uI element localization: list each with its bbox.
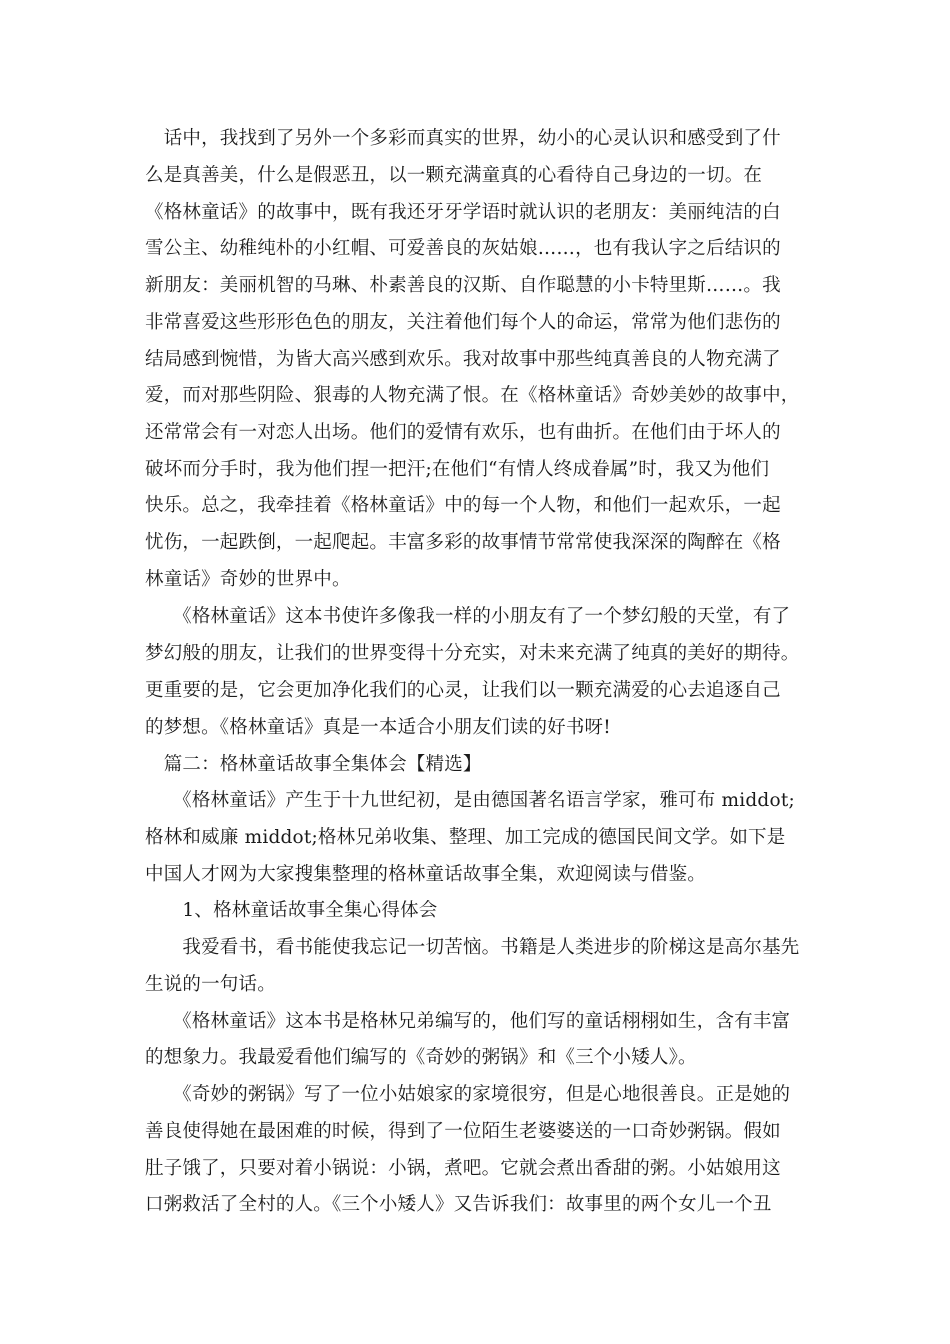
text-line: 快乐。总之，我牵挂着《格林童话》中的每一个人物，和他们一起欢乐，一起 — [145, 495, 781, 516]
text-line: 林童话》奇妙的世界中。 — [145, 569, 351, 590]
text-line: 我爱看书，看书能使我忘记一切苦恼。书籍是人类进步的阶梯这是高尔基先 — [145, 937, 800, 958]
text-line: 还常常会有一对恋人出场。他们的爱情有欢乐，也有曲折。在他们由于坏人的 — [145, 422, 781, 443]
text-line: 新朋友：美丽机智的马琳、朴素善良的汉斯、自作聪慧的小卡特里斯……。我 — [145, 275, 781, 296]
text-line: 结局感到惋惜，为皆大高兴感到欢乐。我对故事中那些纯真善良的人物充满了 — [145, 349, 781, 370]
text-line: 肚子饿了，只要对着小锅说：小锅，煮吧。它就会煮出香甜的粥。小姑娘用这 — [145, 1158, 781, 1179]
text-line: 的梦想。《格林童话》真是一本适合小朋友们读的好书呀! — [145, 717, 611, 738]
text-line: 《格林童话》这本书使许多像我一样的小朋友有了一个梦幻般的天堂，有了 — [145, 606, 791, 627]
text-line: 的想象力。我最爱看他们编写的《奇妙的粥锅》和《三个小矮人》。 — [145, 1047, 697, 1068]
text-line: 忧伤，一起跌倒，一起爬起。丰富多彩的故事情节常常使我深深的陶醉在《格 — [145, 532, 781, 553]
text-line: 雪公主、幼稚纯朴的小红帽、可爱善良的灰姑娘……，也有我认字之后结识的 — [145, 238, 781, 259]
text-line: 梦幻般的朋友，让我们的世界变得十分充实，对未来充满了纯真的美好的期待。 — [145, 643, 800, 664]
text-line: 《格林童话》这本书是格林兄弟编写的，他们写的童话栩栩如生，含有丰富 — [145, 1011, 791, 1032]
text-line: 中国人才网为大家搜集整理的格林童话故事全集，欢迎阅读与借鉴。 — [145, 864, 707, 885]
text-line: 口粥救活了全村的人。《三个小矮人》又告诉我们：故事里的两个女儿一个丑 — [145, 1194, 772, 1215]
subsection-heading: 1、格林童话故事全集心得体会 — [145, 900, 438, 921]
text-line: 爱，而对那些阴险、狠毒的人物充满了恨。在《格林童话》奇妙美妙的故事中， — [145, 385, 800, 406]
text-line: 么是真善美，什么是假恶丑，以一颗充满童真的心看待自己身边的一切。在 — [145, 165, 763, 186]
text-line: 《奇妙的粥锅》写了一位小姑娘家的家境很穷，但是心地很善良。正是她的 — [145, 1084, 791, 1105]
text-line: 《格林童话》产生于十九世纪初，是由德国著名语言学家，雅可布 middot; — [145, 790, 795, 811]
section-heading: 篇二：格林童话故事全集体会【精选】 — [145, 754, 482, 775]
text-line: 《格林童话》的故事中，既有我还牙牙学语时就认识的老朋友：美丽纯洁的白 — [145, 202, 781, 223]
text-line: 生说的一句话。 — [145, 974, 276, 995]
text-line: 非常喜爱这些形形色色的朋友，关注着他们每个人的命运，常常为他们悲伤的 — [145, 312, 781, 333]
text-line: 破坏而分手时，我为他们捏一把汗;在他们“有情人终成眷属”时，我又为他们 — [145, 459, 770, 480]
text-line: 话中，我找到了另外一个多彩而真实的世界，幼小的心灵认识和感受到了什 — [145, 128, 781, 149]
text-line: 格林和威廉 middot;格林兄弟收集、整理、加工完成的德国民间文学。如下是 — [145, 827, 786, 848]
text-line: 善良使得她在最困难的时候，得到了一位陌生老婆婆送的一口奇妙粥锅。假如 — [145, 1121, 781, 1142]
text-line: 更重要的是，它会更加净化我们的心灵，让我们以一颗充满爱的心去追逐自己 — [145, 680, 781, 701]
